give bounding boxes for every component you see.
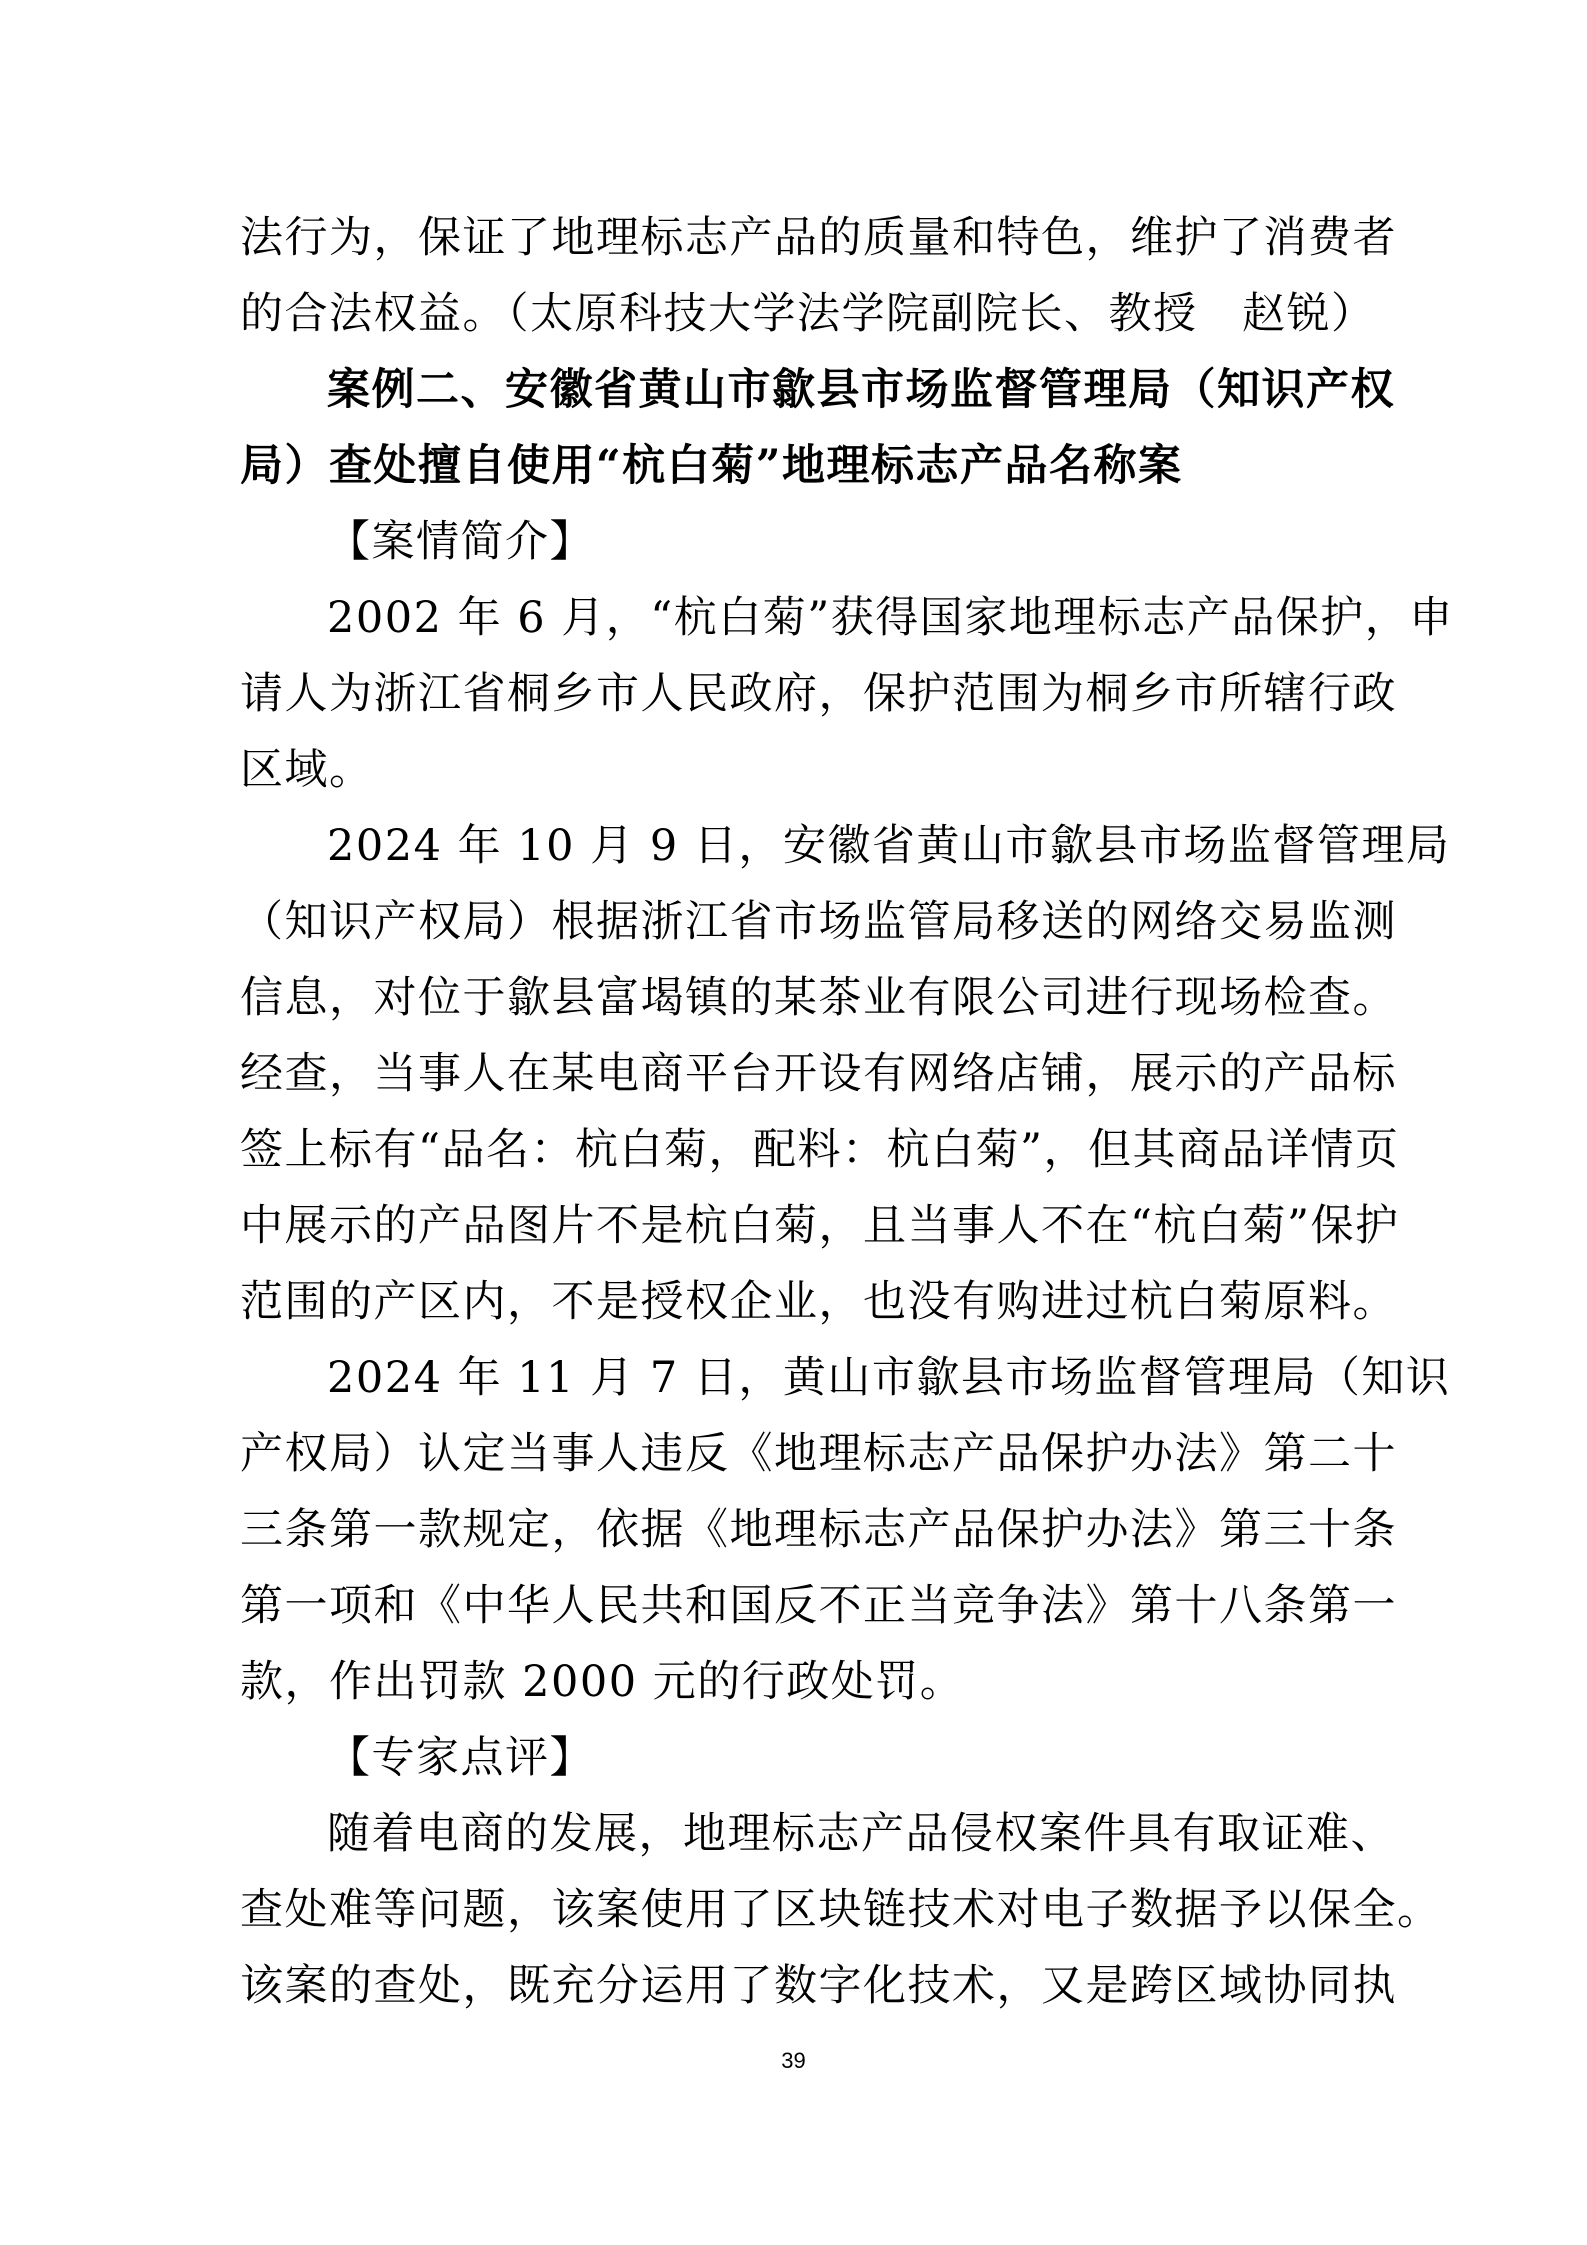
section-heading: 【案情简介】: [327, 517, 594, 567]
case-title-line: 案例二、安徽省黄山市歙县市场监督管理局（知识产权: [327, 365, 1395, 415]
body-text-line: 法行为，保证了地理标志产品的质量和特色，维护了消费者: [240, 213, 1397, 263]
body-text-line: 签上标有“品名：杭白菊，配料：杭白菊”，但其商品详情页: [240, 1125, 1400, 1175]
body-text-line: 区域。: [240, 745, 374, 795]
body-text-line: 范围的产区内，不是授权企业，也没有购进过杭白菊原料。: [240, 1277, 1397, 1327]
body-text-line: 三条第一款规定，依据《地理标志产品保护办法》第三十条: [240, 1505, 1397, 1555]
body-text-line: 第一项和《中华人民共和国反不正当竞争法》第十八条第一: [240, 1581, 1397, 1631]
body-text-line: 请人为浙江省桐乡市人民政府，保护范围为桐乡市所辖行政: [240, 669, 1397, 719]
body-text-line: 2024 年 10 月 9 日，安徽省黄山市歙县市场监督管理局: [327, 821, 1451, 871]
body-text-line: 查处难等问题，该案使用了区块链技术对电子数据予以保全。: [240, 1885, 1442, 1935]
body-text-line: 中展示的产品图片不是杭白菊，且当事人不在“杭白菊”保护: [240, 1201, 1400, 1251]
body-text-line: 的合法权益。（太原科技大学法学院副院长、教授 赵锐）: [240, 289, 1376, 339]
body-text-line: 款，作出罚款 2000 元的行政处罚。: [240, 1657, 965, 1707]
body-text-line: 信息，对位于歙县富堨镇的某茶业有限公司进行现场检查。: [240, 973, 1397, 1023]
page-number: 39: [781, 2048, 806, 2073]
body-text-line: 2002 年 6 月，“杭白菊”获得国家地理标志产品保护，申: [327, 593, 1454, 643]
section-heading: 【专家点评】: [327, 1733, 594, 1783]
body-text-line: 2024 年 11 月 7 日，黄山市歙县市场监督管理局（知识: [327, 1353, 1451, 1403]
body-text-line: 经查，当事人在某电商平台开设有网络店铺，展示的产品标: [240, 1049, 1397, 1099]
body-text-line: 产权局）认定当事人违反《地理标志产品保护办法》第二十: [240, 1429, 1397, 1479]
body-text-line: 该案的查处，既充分运用了数字化技术，又是跨区域协同执: [240, 1961, 1397, 2011]
body-text-line: 随着电商的发展，地理标志产品侵权案件具有取证难、: [327, 1809, 1395, 1859]
body-text-line: （知识产权局）根据浙江省市场监管局移送的网络交易监测: [240, 897, 1397, 947]
case-title-line: 局）查处擅自使用“杭白菊”地理标志产品名称案: [240, 441, 1183, 491]
